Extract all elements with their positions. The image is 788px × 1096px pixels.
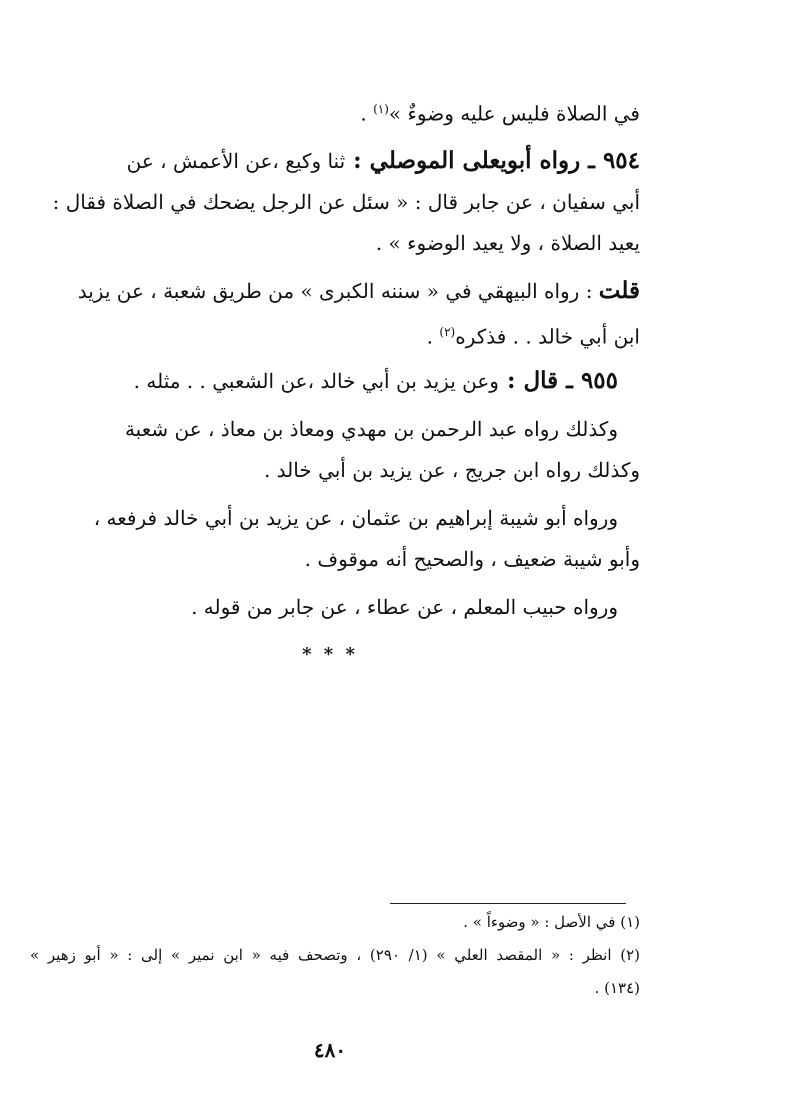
footnote-1: (١) في الأصل : « وضوءاً » . xyxy=(463,913,640,931)
hadith-number-955: ٩٥٥ xyxy=(580,367,618,394)
footnote-ref-1: (١) xyxy=(373,102,389,116)
page-number: ٤٨٠ xyxy=(313,1038,347,1062)
text-line-10: ورواه أبو شيبة إبراهيم بن عثمان ، عن يزيد بن أبي خالد فرفعه ، xyxy=(93,506,618,530)
text-line-6: ابن أبي خالد . . فذكره$^{(٢)}$ . xyxy=(426,324,640,349)
footnote-divider xyxy=(390,903,626,904)
text-line-3: أبي سفيان ، عن جابر قال : « سئل عن الرجل يضحك في الصلاة فقال : xyxy=(52,190,640,214)
hadith-955-title: ـ قال : xyxy=(498,367,581,394)
text-line-8: وكذلك رواه عبد الرحمن بن مهدي ومعاذ بن معاذ ، عن شعبة xyxy=(124,417,618,441)
footnote-2-continuation: (١٣٤) . xyxy=(594,979,640,997)
qult-label: قلت xyxy=(598,277,640,304)
text-line-1: في الصلاة فليس عليه وضوءٌ »$^{(١)}$ . xyxy=(360,101,640,126)
text-line-9: وكذلك رواه ابن جريج ، عن يزيد بن أبي خالد . xyxy=(263,458,640,482)
hadith-954-title: ـ رواه أبويعلى الموصلي : xyxy=(345,147,603,174)
hadith-955-heading: ٩٥٥ ـ قال : وعن يزيد بن أبي خالد ،عن الشعبي . . مثله . xyxy=(133,367,618,394)
footnote-2: (٢) انظر : « المقصد العلي » (١/ ٢٩٠) ، وتصحف فيه « ابن نمير » إلى : « أبو زهير » xyxy=(30,946,641,964)
text-line-11: وأبو شيبة ضعيف ، والصحيح أنه موقوف . xyxy=(304,547,640,571)
footnote-ref-2: (٢) xyxy=(439,325,456,339)
hadith-954-heading: ٩٥٤ ـ رواه أبويعلى الموصلي : ثنا وكيع ،عن الأعمش ، عن xyxy=(126,147,640,174)
text-line-4: يعيد الصلاة ، ولا يعيد الوضوء » . xyxy=(375,231,640,255)
hadith-number-954: ٩٥٤ xyxy=(602,147,640,174)
text-line-12: ورواه حبيب المعلم ، عن عطاء ، عن جابر من قوله . xyxy=(191,595,618,619)
section-separator: * * * xyxy=(302,644,358,665)
qult-paragraph: قلت : رواه البيهقي في « سننه الكبرى » من طريق شعبة ، عن يزيد xyxy=(77,277,640,304)
